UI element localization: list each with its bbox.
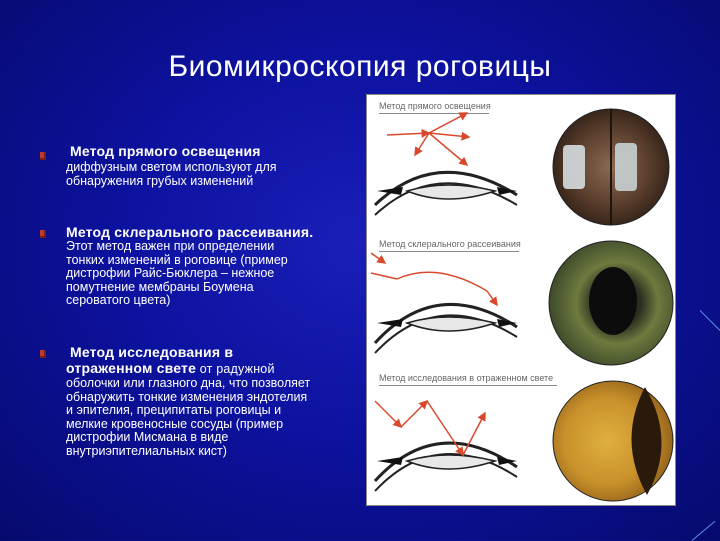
text-line: помутнение мембраны Боумена xyxy=(66,279,254,294)
slide-title: Биомикроскопия роговицы xyxy=(168,50,552,83)
slit-lamp-photo-scleral xyxy=(549,241,673,365)
eye-diagram-reflected xyxy=(375,401,517,491)
slit-lamp-photo-direct xyxy=(553,109,669,225)
eye-diagram-scleral xyxy=(371,253,517,353)
text-line: тонких изменений в роговице (пример xyxy=(66,252,288,267)
text-line: сероватого цвета) xyxy=(66,293,171,307)
bullet-heading: Метод исследования в xyxy=(70,344,234,360)
illustration-panel xyxy=(366,94,676,506)
figure-caption-reflected: Метод исследования в отраженном свете xyxy=(379,373,554,383)
figure-caption-scleral: Метод склерального рассеивания xyxy=(379,239,521,249)
text-line: внутриэпителиальных кист) xyxy=(66,443,227,458)
bullet-heading-cont xyxy=(66,360,356,377)
text-line: оболочки или глазного дна, что позволяет xyxy=(66,376,311,390)
eye-diagram-direct xyxy=(375,113,517,215)
bullet-item-direct-light xyxy=(66,143,366,188)
bullet-item-scleral-scatter xyxy=(66,224,366,308)
bullet-heading-part: отраженном свете xyxy=(66,360,197,376)
bullet-text xyxy=(66,377,356,458)
bullet-heading: Метод прямого освещения xyxy=(70,143,261,159)
bullet-text xyxy=(66,240,366,308)
text-line: диффузным светом используют для xyxy=(66,160,277,174)
text-line: и эпителия, преципитаты роговицы и xyxy=(66,403,282,417)
bullet-marker-2 xyxy=(40,230,46,238)
bullet-text xyxy=(66,161,366,188)
text-line: дистрофии Райс-Бюклера – нежное xyxy=(66,266,275,280)
text-line: обнаружения грубых изменений xyxy=(66,173,254,188)
text-line: дистрофии Мисмана в виде xyxy=(66,430,229,444)
figure-caption-direct: Метод прямого освещения xyxy=(379,101,491,111)
text-line: Этот метод важен при определении xyxy=(66,239,275,253)
decorative-line xyxy=(692,521,716,541)
slit-lamp-photo-reflected xyxy=(553,381,673,501)
eye-illustrations xyxy=(367,95,675,505)
text-line: мелкие кровеносные сосуды (пример xyxy=(66,416,284,431)
bullet-marker-3 xyxy=(40,350,46,358)
bullet-heading: Метод склерального рассеивания. xyxy=(66,224,314,240)
bullet-heading-tail: от радужной xyxy=(196,362,275,376)
bullet-item-reflected-light xyxy=(66,344,356,458)
decorative-line xyxy=(700,310,720,339)
text-line: обнаружить тонкие изменения эндотелия xyxy=(66,389,308,404)
bullet-marker-1 xyxy=(40,152,46,160)
